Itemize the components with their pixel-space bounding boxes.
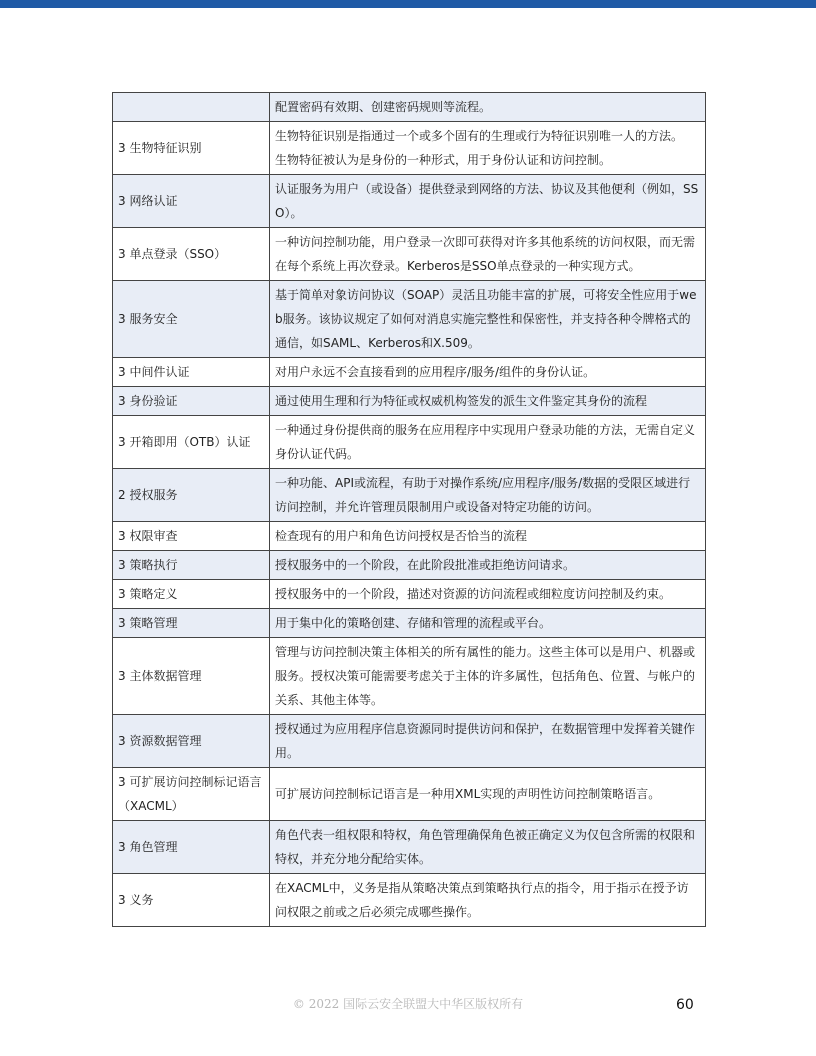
table-row	[113, 874, 706, 927]
definition-cell: 配置密码有效期、创建密码规则等流程。	[270, 93, 706, 122]
definition-cell: 授权服务中的一个阶段，在此阶段批准或拒绝访问请求。	[270, 551, 706, 580]
table-row	[113, 175, 706, 228]
definition-cell: 对用户永远不会直接看到的应用程序/服务/组件的身份认证。	[270, 358, 706, 387]
definition-cell: 生物特征识别是指通过一个或多个固有的生理或行为特征识别唯一人的方法。 生物特征被认为是身份的一种形式，用于身份认证和访问控制。	[270, 122, 706, 175]
table-row	[113, 768, 706, 821]
term-cell: 3 生物特征识别	[113, 122, 270, 175]
term-cell: 3 单点登录（SSO）	[113, 228, 270, 281]
definition-cell: 可扩展访问控制标记语言是一种用XML实现的声明性访问控制策略语言。	[270, 768, 706, 821]
term-cell: 3 角色管理	[113, 821, 270, 874]
term-cell: 3 义务	[113, 874, 270, 927]
term-cell: 3 中间件认证	[113, 358, 270, 387]
definition-cell: 检查现有的用户和角色访问授权是否恰当的流程	[270, 522, 706, 551]
table-row	[113, 551, 706, 580]
definition-cell: 认证服务为用户（或设备）提供登录到网络的方法、协议及其他便利（例如，SSO）。	[270, 175, 706, 228]
table-row	[113, 93, 706, 122]
definition-cell: 一种访问控制功能，用户登录一次即可获得对许多其他系统的访问权限，而无需在每个系统上再次登录。Kerberos是SSO单点登录的一种实现方式。	[270, 228, 706, 281]
definition-cell: 管理与访问控制决策主体相关的所有属性的能力。这些主体可以是用户、机器或服务。授权决策可能需要考虑关于主体的许多属性，包括角色、位置、与帐户的关系、其他主体等。	[270, 638, 706, 715]
table-row	[113, 609, 706, 638]
definition-cell: 用于集中化的策略创建、存储和管理的流程或平台。	[270, 609, 706, 638]
table-row	[113, 281, 706, 358]
top-accent-bar	[0, 0, 816, 8]
page-number: 60	[676, 997, 694, 1013]
term-cell: 3 身份验证	[113, 387, 270, 416]
definition-cell: 基于简单对象访问协议（SOAP）灵活且功能丰富的扩展，可将安全性应用于web服务。该协议规定了如何对消息实施完整性和保密性，并支持各种令牌格式的通信，如SAML、Kerberos和X.509。	[270, 281, 706, 358]
glossary-table-body	[113, 93, 706, 927]
table-row	[113, 638, 706, 715]
definition-cell: 授权服务中的一个阶段，描述对资源的访问流程或细粒度访问控制及约束。	[270, 580, 706, 609]
table-row	[113, 416, 706, 469]
term-cell: 3 权限审查	[113, 522, 270, 551]
term-cell: 3 网络认证	[113, 175, 270, 228]
table-row	[113, 522, 706, 551]
table-row	[113, 387, 706, 416]
term-cell: 3 资源数据管理	[113, 715, 270, 768]
footer-copyright: © 2022 国际云安全联盟大中华区版权所有	[292, 997, 524, 1011]
definition-cell: 一种功能、API或流程，有助于对操作系统/应用程序/服务/数据的受限区域进行访问控制，并允许管理员限制用户或设备对特定功能的访问。	[270, 469, 706, 522]
term-cell: 3 主体数据管理	[113, 638, 270, 715]
table-row	[113, 122, 706, 175]
table-row	[113, 228, 706, 281]
definition-cell: 角色代表一组权限和特权，角色管理确保角色被正确定义为仅包含所需的权限和特权，并充分地分配给实体。	[270, 821, 706, 874]
term-cell: 3 策略定义	[113, 580, 270, 609]
term-cell: 3 策略执行	[113, 551, 270, 580]
definition-cell: 通过使用生理和行为特征或权威机构签发的派生文件鉴定其身份的流程	[270, 387, 706, 416]
glossary-table	[112, 92, 706, 927]
table-row	[113, 580, 706, 609]
term-cell: 3 开箱即用（OTB）认证	[113, 416, 270, 469]
definition-cell: 授权通过为应用程序信息资源同时提供访问和保护，在数据管理中发挥着关键作用。	[270, 715, 706, 768]
term-cell: 2 授权服务	[113, 469, 270, 522]
table-row	[113, 358, 706, 387]
table-row	[113, 715, 706, 768]
table-row	[113, 469, 706, 522]
term-cell: 3 可扩展访问控制标记语言（XACML）	[113, 768, 270, 821]
term-cell	[113, 93, 270, 122]
term-cell: 3 服务安全	[113, 281, 270, 358]
definition-cell: 在XACML中，义务是指从策略决策点到策略执行点的指令，用于指示在授予访问权限之前或之后必须完成哪些操作。	[270, 874, 706, 927]
table-row	[113, 821, 706, 874]
definition-cell: 一种通过身份提供商的服务在应用程序中实现用户登录功能的方法，无需自定义身份认证代码。	[270, 416, 706, 469]
term-cell: 3 策略管理	[113, 609, 270, 638]
